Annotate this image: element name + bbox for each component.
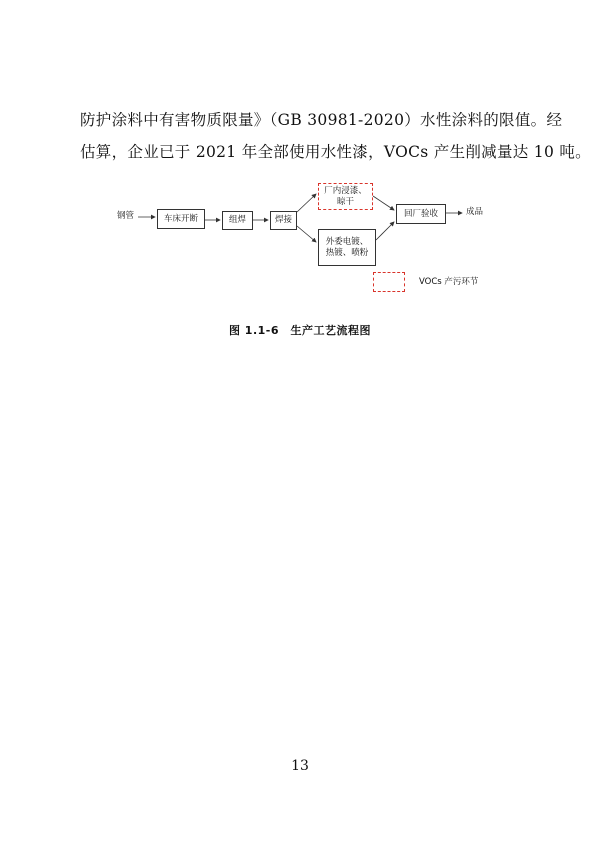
step-paint-box [318,183,373,210]
step-outsource-label: 外委电镀、 热镀、喷粉 [325,236,369,258]
arrow-weld-to-paint [297,194,316,212]
step-outsource-box [318,229,376,266]
arrow-paint-to-inspect [373,196,394,210]
page-number: 13 [291,758,309,774]
figure-caption: 图 1.1-6 生产工艺流程图 [228,324,372,337]
step-lathe-box [157,209,205,229]
step-lathe-label: 车床开断 [163,213,198,224]
input-label: 钢管 [117,211,135,221]
paragraph-line-2: 估算，企业已于 2021 年全部使用水性漆，VOCs 产生削减量达 10 吨。 [80,143,591,161]
step-assemble-label: 组焊 [228,215,246,225]
legend-label: VOCs 产污环节 [419,277,479,287]
output-label: 成品 [466,207,484,217]
step-inspect-label: 回厂验收 [403,208,438,219]
step-weld-box [270,211,297,230]
step-weld-label: 焊接 [274,215,292,225]
step-assemble-box [222,211,253,230]
legend-swatch [373,272,405,292]
arrow-outsource-to-inspect [376,222,394,240]
arrow-weld-to-outsource [297,226,316,242]
paragraph-line-1: 防护涂料中有害物质限量》（GB 30981-2020）水性涂料的限值。经 [80,111,563,129]
step-paint-label: 厂内浸漆、 晾干 [324,185,367,207]
flowchart-arrows [0,0,600,320]
step-inspect-box [396,204,446,224]
